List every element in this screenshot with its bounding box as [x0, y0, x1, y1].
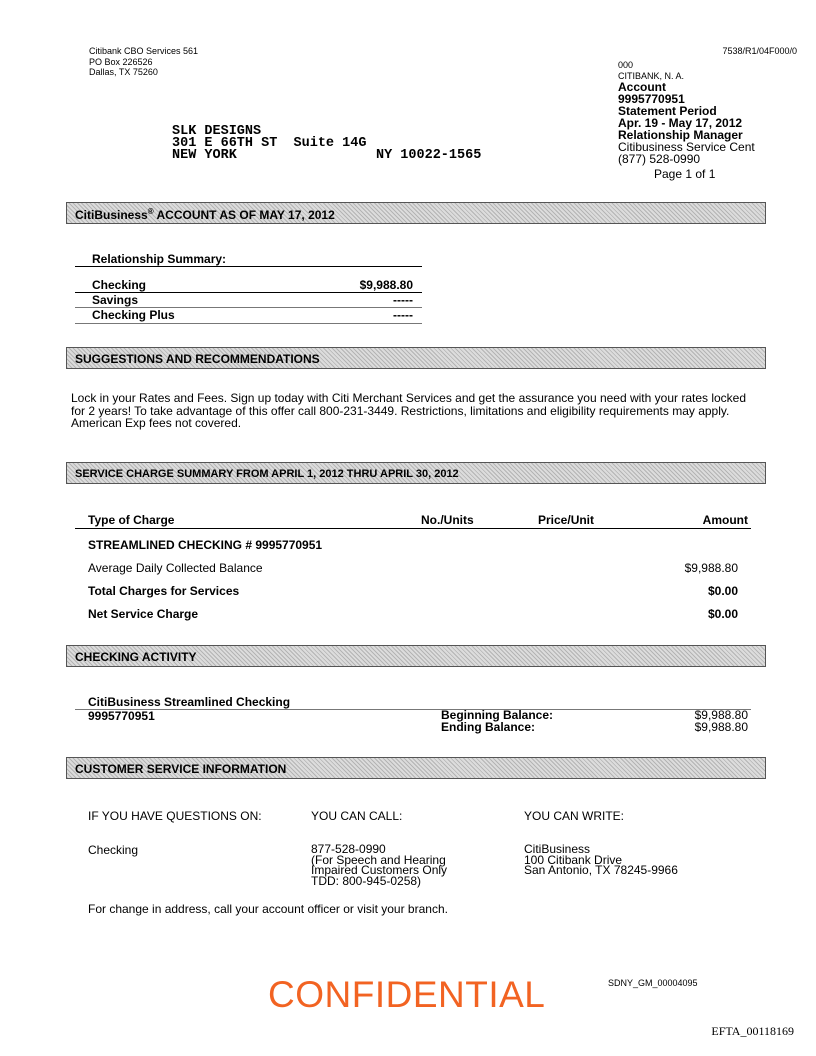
cs-footer-note: For change in address, call your account officer or visit your branch. [88, 902, 448, 916]
statement-period-value: Apr. 19 - May 17, 2012 [618, 116, 743, 130]
service-account-line: STREAMLINED CHECKING # 9995770951 [88, 538, 323, 552]
section-checking-activity [66, 645, 766, 667]
summary-label-checking: Checking [92, 278, 147, 292]
header-bank: CITIBANK, N. A. [618, 70, 685, 81]
section-service-charge [66, 462, 766, 484]
beginning-balance-label: Beginning Balance: [441, 708, 554, 722]
cs-write-line: San Antonio, TX 78245-9966 [524, 863, 678, 877]
total-charges-value: $0.00 [707, 584, 738, 598]
relationship-manager-value: Citibusiness Service Cent [618, 140, 755, 154]
recipient-line2: 301 E 66TH ST Suite 14G [172, 136, 367, 151]
total-charges-label: Total Charges for Services [88, 584, 240, 598]
recipient-city: NEW YORK [172, 148, 237, 163]
summary-value-checking-plus: ----- [393, 308, 413, 322]
divider [75, 323, 422, 324]
avg-balance-value: $9,988.80 [684, 561, 738, 575]
header-amount: Amount [702, 513, 748, 527]
confidential-stamp: CONFIDENTIAL [268, 974, 546, 1015]
header-units: No./Units [421, 513, 474, 527]
cs-topic: Checking [88, 843, 139, 857]
cs-write-info [524, 844, 678, 876]
summary-value-savings: ----- [393, 293, 413, 307]
section-service-charge-title: SERVICE CHARGE SUMMARY FROM APRIL 1, 2012 THRU APRIL 30, 2012 [75, 468, 459, 480]
page-number: Page 1 of 1 [654, 167, 716, 181]
header-price: Price/Unit [538, 513, 595, 527]
section-checking-activity-title: CHECKING ACTIVITY [75, 650, 197, 664]
cs-col1-header: IF YOU HAVE QUESTIONS ON: [88, 809, 262, 823]
recipient-address [172, 126, 502, 162]
ending-balance-label: Ending Balance: [441, 720, 536, 734]
activity-account-name: CitiBusiness Streamlined Checking [88, 695, 291, 709]
section-account-as-of [66, 202, 766, 224]
cs-write-line: CitiBusiness [524, 842, 591, 856]
suggestion-text: Lock in your Rates and Fees. Sign up today with Citi Merchant Services and get the assurance you need with your rates locked for 2 years! To take advantage of this offer call 800-231-3449. Restrictions, limitations and eligibility requirements may apply. American Exp fees not covered. [71, 391, 747, 430]
cs-call-info [311, 844, 447, 886]
divider [75, 266, 422, 267]
avg-balance-label: Average Daily Collected Balance [88, 561, 263, 575]
section-account-as-of-text: ACCOUNT AS OF MAY 17, 2012 [153, 208, 335, 222]
header-type-of-charge: Type of Charge [88, 513, 175, 527]
summary-label-savings: Savings [92, 293, 139, 307]
sender-line1: Citibank CBO Services 561 [89, 46, 199, 56]
sender-line3: Dallas, TX 75260 [89, 67, 158, 77]
net-service-label: Net Service Charge [88, 607, 199, 621]
sender-address [89, 46, 198, 78]
cs-col3-header: YOU CAN WRITE: [524, 809, 625, 823]
section-customer-service [66, 757, 766, 779]
section-suggestions-title: SUGGESTIONS AND RECOMMENDATIONS [75, 352, 320, 366]
summary-value-checking: $9,988.80 [359, 278, 413, 292]
section-account-as-of-title [75, 207, 335, 222]
bates-number: SDNY_GM_00004095 [608, 978, 698, 988]
cs-call-line: TDD: 800-945-0258) [311, 873, 422, 888]
ending-balance-value: $9,988.80 [694, 720, 748, 734]
efta-number: EFTA_00118169 [711, 1024, 794, 1038]
cs-write-line: 100 Citibank Drive [524, 852, 623, 867]
brand-name: CitiBusiness [75, 208, 148, 222]
registered-mark: ® [147, 207, 154, 216]
header-phone: (877) 528-0990 [618, 152, 701, 166]
relationship-manager-label: Relationship Manager [618, 128, 743, 142]
section-customer-service-title: CUSTOMER SERVICE INFORMATION [75, 762, 287, 776]
cs-call-line: Impaired Customers Only [311, 863, 448, 877]
beginning-balance-value: $9,988.80 [694, 708, 748, 722]
account-label: Account [618, 80, 666, 94]
recipient-line1: SLK DESIGNS [172, 124, 262, 139]
account-number: 9995770951 [618, 92, 685, 106]
summary-label-checking-plus: Checking Plus [92, 308, 175, 322]
header-code: 000 [618, 60, 634, 70]
divider [75, 528, 751, 529]
net-service-value: $0.00 [707, 607, 738, 621]
section-suggestions [66, 347, 766, 369]
sender-line2: PO Box 226526 [89, 56, 153, 67]
cs-col2-header: YOU CAN CALL: [311, 809, 403, 823]
cs-call-line: 877-528-0990 [311, 842, 386, 856]
relationship-summary-title: Relationship Summary: [92, 252, 227, 266]
recipient-zip: NY 10022-1565 [376, 148, 482, 163]
account-header [618, 60, 755, 180]
activity-account-number: 9995770951 [88, 709, 155, 723]
statement-period-label: Statement Period [618, 104, 717, 118]
doc-code: 7538/R1/04F000/0 [722, 46, 797, 56]
cs-call-line: (For Speech and Hearing [311, 852, 446, 867]
